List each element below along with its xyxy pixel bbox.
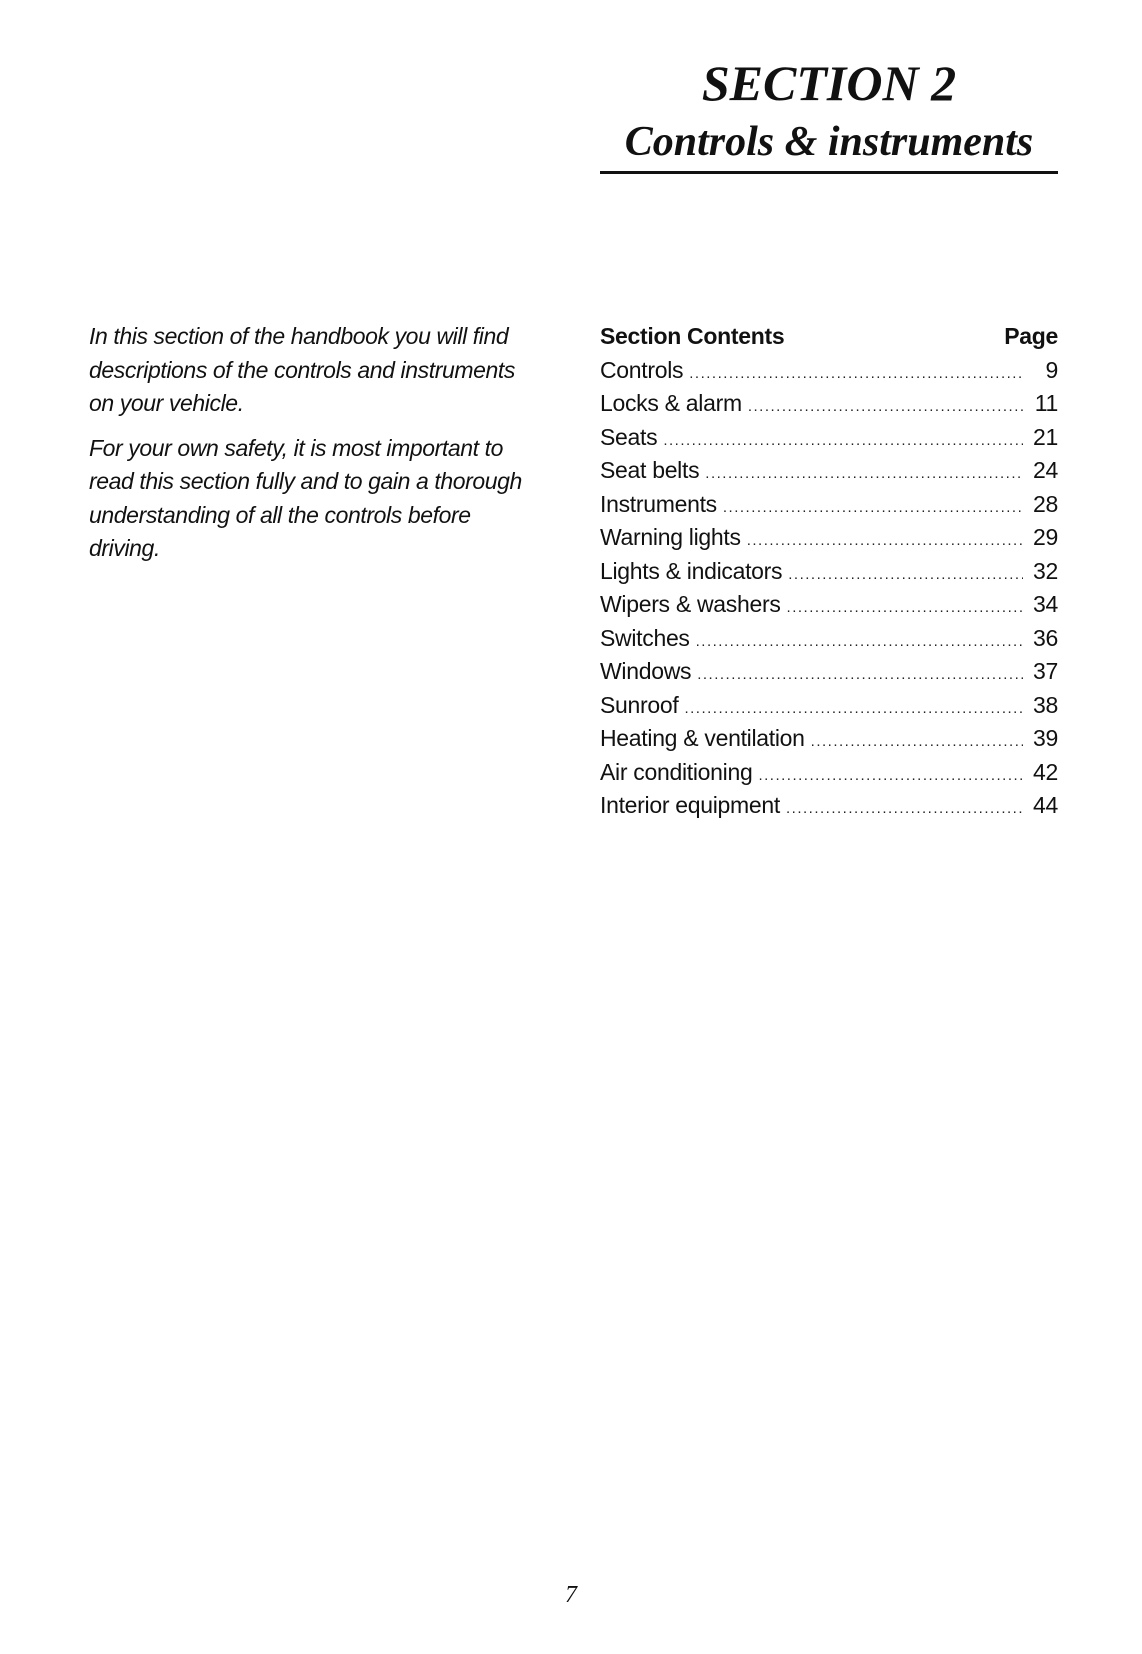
toc-entry-label: Seats [600,423,658,450]
toc-entry-page: 9 [1045,356,1058,383]
toc-entry-controls [600,354,1058,388]
toc-entry-label: Warning lights [600,524,741,550]
toc-entry-sunroof [600,689,1058,723]
toc-entry-page: 42 [1033,758,1058,785]
toc-header [600,320,1058,354]
toc-dot-leader [786,792,1023,826]
toc-dot-leader [788,558,1023,592]
toc-entry-label: Interior equipment [600,792,780,818]
toc-dot-leader [723,491,1023,525]
toc-entry-page: 34 [1033,591,1058,617]
toc-entry-air-conditioning [600,756,1058,790]
toc-entry-label: Locks & alarm [600,390,742,416]
toc-entry-page: 36 [1033,624,1058,651]
toc-entry-seats [600,421,1058,455]
toc-entry-page: 38 [1033,691,1058,718]
toc-entry-label: Instruments [600,490,717,517]
toc-entry-label: Switches [600,624,690,651]
toc-dot-leader [758,759,1023,793]
toc-dot-leader [811,725,1023,759]
toc-entry-page: 21 [1033,423,1058,450]
toc-entry-label: Heating & ventilation [600,725,805,751]
header-divider [600,171,1058,174]
toc-entry-wipers-washers [600,588,1058,622]
toc-entry-label: Lights & indicators [600,557,783,584]
toc-entry-page: 29 [1033,524,1058,550]
toc-entry-page: 28 [1033,490,1058,517]
intro-paragraph: For your own safety, it is most important to read this section fully and to gain a thorough understanding of all the controls before driving. [89,434,522,561]
toc-entry-windows [600,655,1058,689]
toc-dot-leader [787,591,1023,625]
intro-text [89,320,539,577]
toc-entry-page: 37 [1033,658,1058,684]
toc-entry-page: 44 [1033,792,1058,818]
toc-page-heading: Page [1004,323,1058,349]
toc-dot-leader [696,625,1023,659]
toc-entry-label: Seat belts [600,457,700,483]
section-number: SECTION 2 [701,55,957,111]
toc-entry-page: 24 [1033,457,1058,483]
page-number: 7 [565,1582,577,1608]
toc-heading: Section Contents [600,323,785,349]
toc-dot-leader [747,524,1023,558]
toc-entry-lights-indicators [600,555,1058,589]
section-header [600,52,1058,170]
toc-entry-instruments [600,488,1058,522]
toc-entry-locks-alarm [600,387,1058,421]
toc-dot-leader [663,424,1023,458]
toc-entry-label: Controls [600,356,684,383]
section-title: Controls & instruments [624,119,1034,165]
toc-entry-page: 11 [1034,390,1058,416]
toc-entry-label: Sunroof [600,691,679,718]
toc-entry-switches [600,622,1058,656]
toc-dot-leader [697,658,1023,692]
toc-entry-label: Wipers & washers [600,591,781,617]
intro-paragraph: In this section of the handbook you will find descriptions of the controls and instruments on your vehicle. [89,323,516,416]
toc-entry-label: Windows [600,658,692,684]
section-contents [600,320,1058,823]
toc-entry-label: Air conditioning [600,758,753,785]
toc-entry-interior-equipment [600,789,1058,823]
toc-entry-heating-ventilation [600,722,1058,756]
toc-dot-leader [684,692,1023,726]
toc-entry-page: 39 [1033,725,1058,751]
toc-dot-leader [705,457,1023,491]
toc-entry-page: 32 [1033,557,1058,584]
toc-entry-warning-lights [600,521,1058,555]
toc-dot-leader [748,390,1024,424]
toc-dot-leader [689,357,1024,391]
toc-entry-seat-belts [600,454,1058,488]
